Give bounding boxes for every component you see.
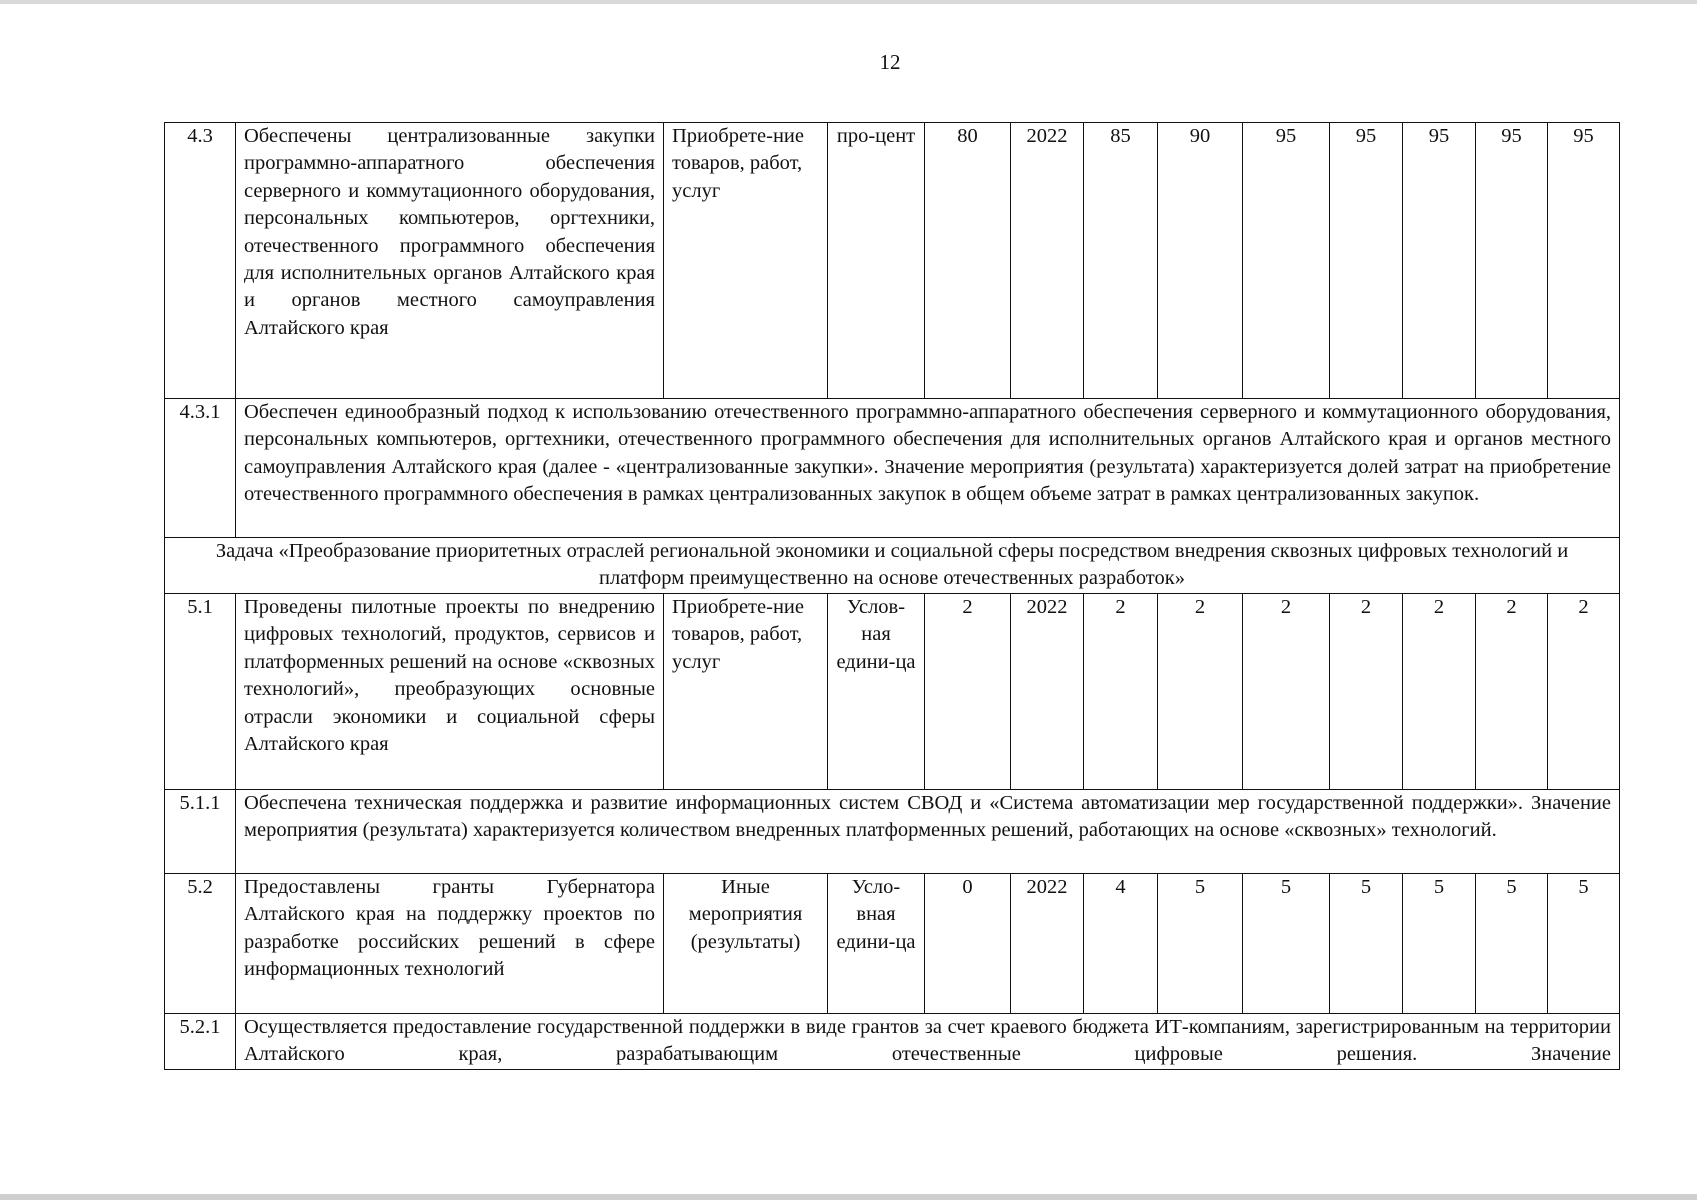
year-value: 2 (1403, 594, 1476, 790)
year-value: 4 (1084, 874, 1158, 1014)
table-row (165, 399, 1620, 538)
year-value: 95 (1243, 123, 1330, 399)
base-value: 2 (925, 594, 1011, 790)
base-value: 80 (925, 123, 1011, 399)
table-row (165, 790, 1620, 874)
year-value: 95 (1330, 123, 1403, 399)
row-number: 5.2.1 (165, 1014, 236, 1070)
row-number: 4.3 (165, 123, 236, 399)
result-type: Приобрете-ние товаров, работ, услуг (664, 123, 828, 399)
year-value: 5 (1476, 874, 1548, 1014)
page-bottom-edge (0, 1194, 1697, 1200)
table-row (165, 1014, 1620, 1070)
page-number: 12 (879, 50, 901, 74)
result-name: Проведены пилотные проекты по внедрению цифровых технологий, продуктов, сервисов и платформенных решений на основе «сквозных технологий», преобразующих основные отрасли экономики и социальной сферы Алтайского края (236, 594, 664, 790)
year-value: 2 (1158, 594, 1243, 790)
year-value: 2 (1084, 594, 1158, 790)
base-year: 2022 (1011, 874, 1084, 1014)
base-year: 2022 (1011, 594, 1084, 790)
row-number: 5.1 (165, 594, 236, 790)
unit-of-measure: про-цент (828, 123, 925, 399)
result-description: Осуществляется предоставление государственной поддержки в виде грантов за счет краевого бюджета ИТ-компаниям, зарегистрированным на территории Алтайского края, разрабатывающим отечественные цифровые решения. Значение (236, 1014, 1620, 1070)
year-value: 2 (1476, 594, 1548, 790)
unit-of-measure: Усло-вная едини-ца (828, 874, 925, 1014)
result-description: Обеспечена техническая поддержка и развитие информационных систем СВОД и «Система автоматизации мер государственной поддержки». Значение мероприятия (результата) характеризуется количеством внедренных платформенных решений, работающих на основе «сквозных» технологий. (236, 790, 1620, 874)
page-top-edge (0, 0, 1697, 4)
year-value: 2 (1243, 594, 1330, 790)
result-name: Обеспечены централизованные закупки программно-аппаратного обеспечения серверного и коммутационного оборудования, персональных компьютеров, оргтехники, отечественного программного обеспечения для исполнительных органов Алтайского края и органов местного самоуправления Алтайского края (236, 123, 664, 399)
base-year: 2022 (1011, 123, 1084, 399)
year-value: 95 (1476, 123, 1548, 399)
row-number: 5.2 (165, 874, 236, 1014)
year-value: 5 (1158, 874, 1243, 1014)
row-number: 5.1.1 (165, 790, 236, 874)
year-value: 5 (1548, 874, 1620, 1014)
task-row (165, 538, 1620, 594)
table-row (165, 874, 1620, 1014)
unit-of-measure: Услов-ная едини-ца (828, 594, 925, 790)
task-title: Задача «Преобразование приоритетных отраслей региональной экономики и социальной сферы посредством внедрения сквозных цифровых технологий и платформ преимущественно на основе отечественных разработок» (165, 538, 1620, 594)
result-description: Обеспечен единообразный подход к использованию отечественного программно-аппаратного обеспечения серверного и коммутационного оборудования, персональных компьютеров, оргтехники, отечественного программного обеспечения для исполнительных органов Алтайского края и органов местного самоуправления Алтайского края (далее - «централизованные закупки». Значение мероприятия (результата) характеризуется долей затрат на приобретение отечественного программного обеспечения в рамках централизованных закупок в общем объеме затрат в рамках централизованных закупок. (236, 399, 1620, 538)
indicators-table (164, 122, 1620, 1070)
result-type: Иные мероприятия (результаты) (664, 874, 828, 1014)
year-value: 2 (1330, 594, 1403, 790)
year-value: 85 (1084, 123, 1158, 399)
year-value: 2 (1548, 594, 1620, 790)
year-value: 5 (1243, 874, 1330, 1014)
year-value: 5 (1403, 874, 1476, 1014)
year-value: 90 (1158, 123, 1243, 399)
result-type: Приобрете-ние товаров, работ, услуг (664, 594, 828, 790)
row-number: 4.3.1 (165, 399, 236, 538)
year-value: 95 (1548, 123, 1620, 399)
year-value: 5 (1330, 874, 1403, 1014)
year-value: 95 (1403, 123, 1476, 399)
result-name: Предоставлены гранты Губернатора Алтайского края на поддержку проектов по разработке российских решений в сфере информационных технологий (236, 874, 664, 1014)
table-row (165, 123, 1620, 399)
base-value: 0 (925, 874, 1011, 1014)
table-row (165, 594, 1620, 790)
